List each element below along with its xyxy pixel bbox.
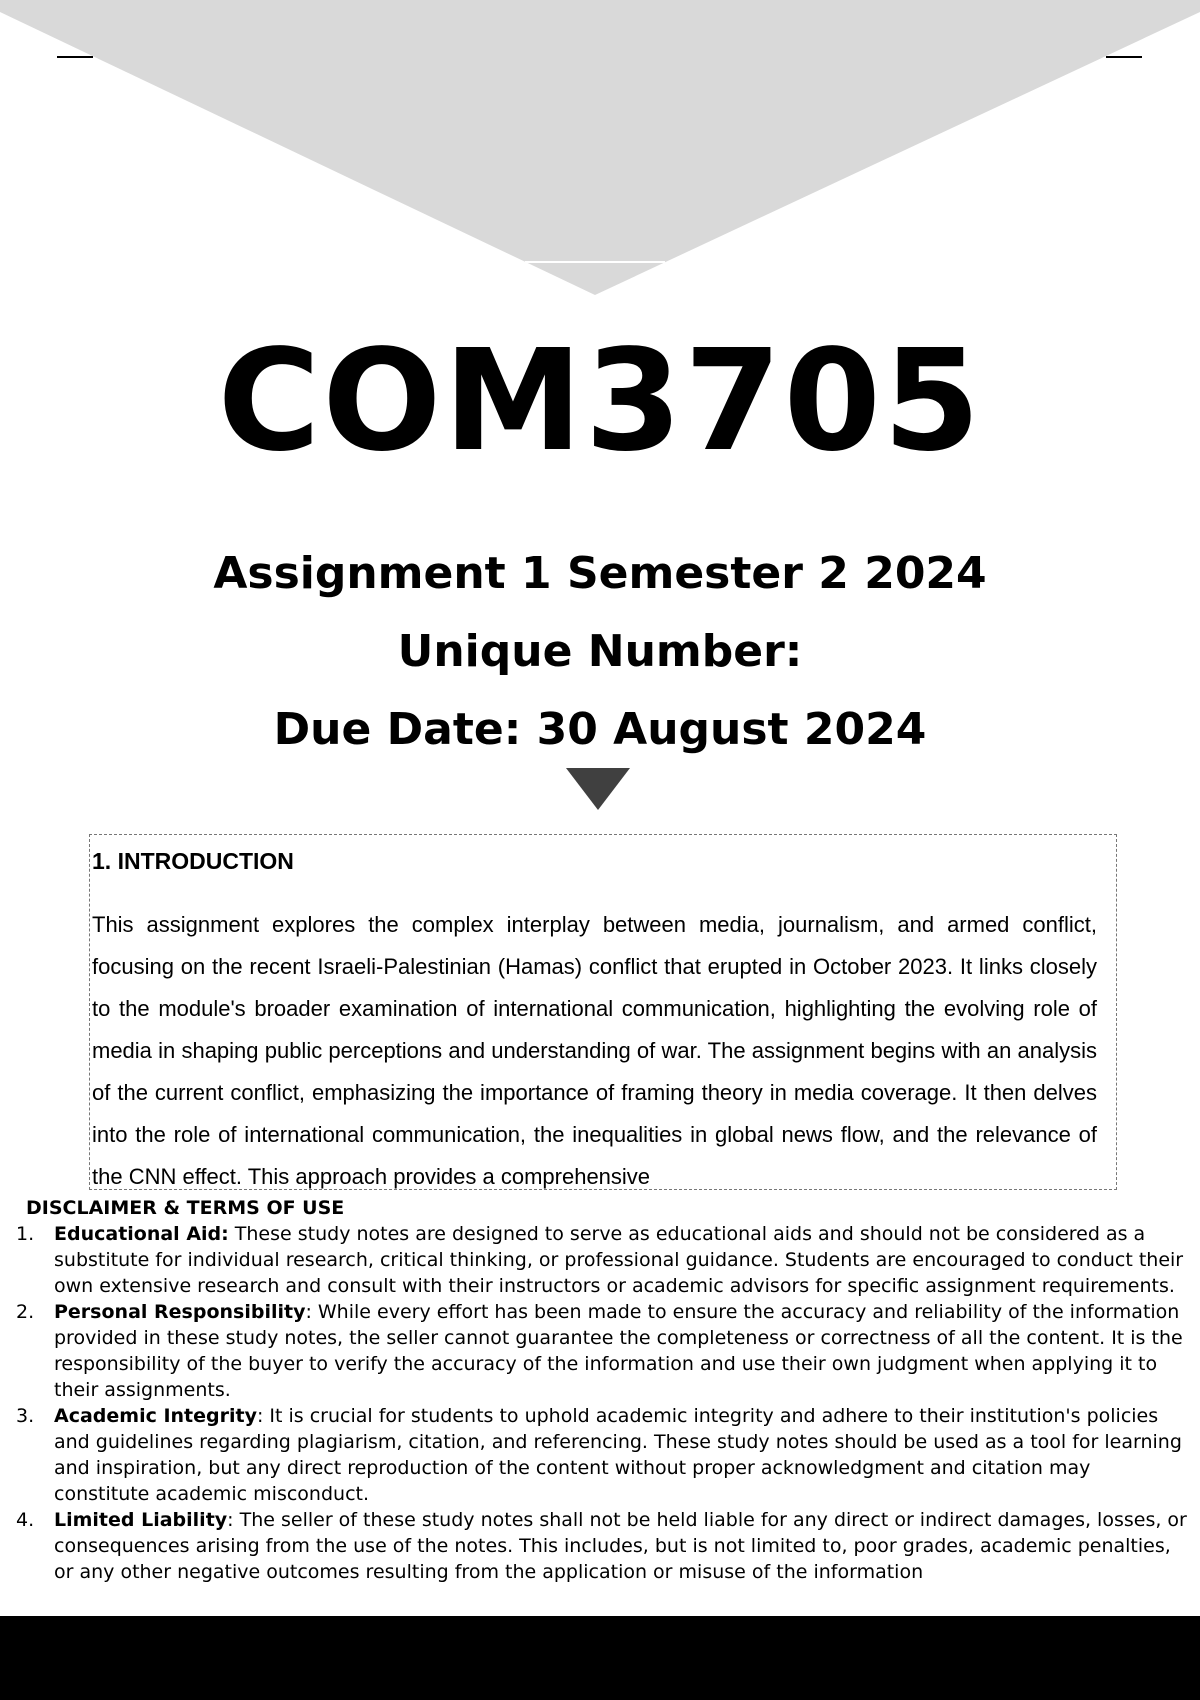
disclaimer-item-label: Personal Responsibility — [54, 1301, 306, 1323]
course-code-title: COM3705 — [217, 320, 983, 483]
disclaimer-item-text: : While every effort has been made to ensure the accuracy and reliability of the information provided in these study notes, the seller cannot guarantee the completeness or correctness of all the content. It is the responsibility of the buyer to verify the accuracy of the information and use their own judgment when applying it to their assignments. — [54, 1301, 1183, 1401]
disclaimer-item-number: 2. — [16, 1301, 35, 1323]
introduction-text: This assignment explores the complex interplay between media, journalism, and armed conflict, focusing on the recent Israeli-Palestinian (Hamas) conflict that erupted in October 2023. It links closely to the module's broader examination of international communication, highlighting the evolving role of media in shaping public perceptions and understanding of war. The assignment begins with an analysis of the current conflict, emphasizing the importance of framing theory in media coverage. It then delves into the role of international communication, the inequalities in global news flow, and the relevance of the CNN effect. This approach provides a comprehensive — [92, 912, 1097, 1189]
introduction-preview-box — [89, 834, 1117, 1190]
disclaimer-list — [16, 1221, 1188, 1585]
disclaimer-item-number: 1. — [16, 1223, 35, 1245]
bottom-black-bar — [0, 1616, 1200, 1700]
unique-number-label: Unique Number: — [397, 626, 803, 677]
due-date-label: Due Date: 30 August 2024 — [273, 704, 927, 755]
disclaimer-item-educational-aid — [16, 1221, 1188, 1299]
corner-mark-left — [57, 56, 93, 58]
disclaimer-item-personal-responsibility — [16, 1299, 1188, 1403]
assignment-subtitle: Assignment 1 Semester 2 2024 — [213, 548, 987, 599]
chevron-shape — [0, 0, 1200, 295]
chevron-banner — [0, 0, 1200, 300]
corner-mark-right — [1106, 56, 1142, 58]
disclaimer-item-limited-liability — [16, 1507, 1188, 1585]
disclaimer-item-label: Educational Aid: — [54, 1223, 229, 1245]
disclaimer-item-label: Limited Liability — [54, 1509, 228, 1531]
down-arrow-icon — [566, 768, 630, 810]
disclaimer-title: DISCLAIMER & TERMS OF USE — [26, 1197, 345, 1219]
disclaimer-item-academic-integrity — [16, 1403, 1188, 1507]
disclaimer-item-number: 4. — [16, 1509, 35, 1531]
introduction-heading: 1. INTRODUCTION — [92, 848, 294, 874]
disclaimer-item-number: 3. — [16, 1405, 35, 1427]
disclaimer-item-text: : It is crucial for students to uphold academic integrity and adhere to their institution's policies and guidelines regarding plagiarism, citation, and referencing. These study notes should be used as a tool for learning and inspiration, but any direct reproduction of the content without proper acknowledgment and citation may constitute academic misconduct. — [54, 1405, 1182, 1505]
disclaimer-item-text: : The seller of these study notes shall not be held liable for any direct or indirect damages, losses, or consequences arising from the use of the notes. This includes, but is not limited to, poor grades, academic penalties, or any other negative outcomes resulting from the application or misuse of the information — [54, 1509, 1187, 1583]
disclaimer-item-label: Academic Integrity — [54, 1405, 257, 1427]
disclaimer-item-text: These study notes are designed to serve as educational aids and should not be considered as a substitute for individual research, critical thinking, or professional guidance. Students are encouraged to conduct their own extensive research and consult with their instructors or academic advisors for specific assignment requirements. — [54, 1223, 1184, 1297]
